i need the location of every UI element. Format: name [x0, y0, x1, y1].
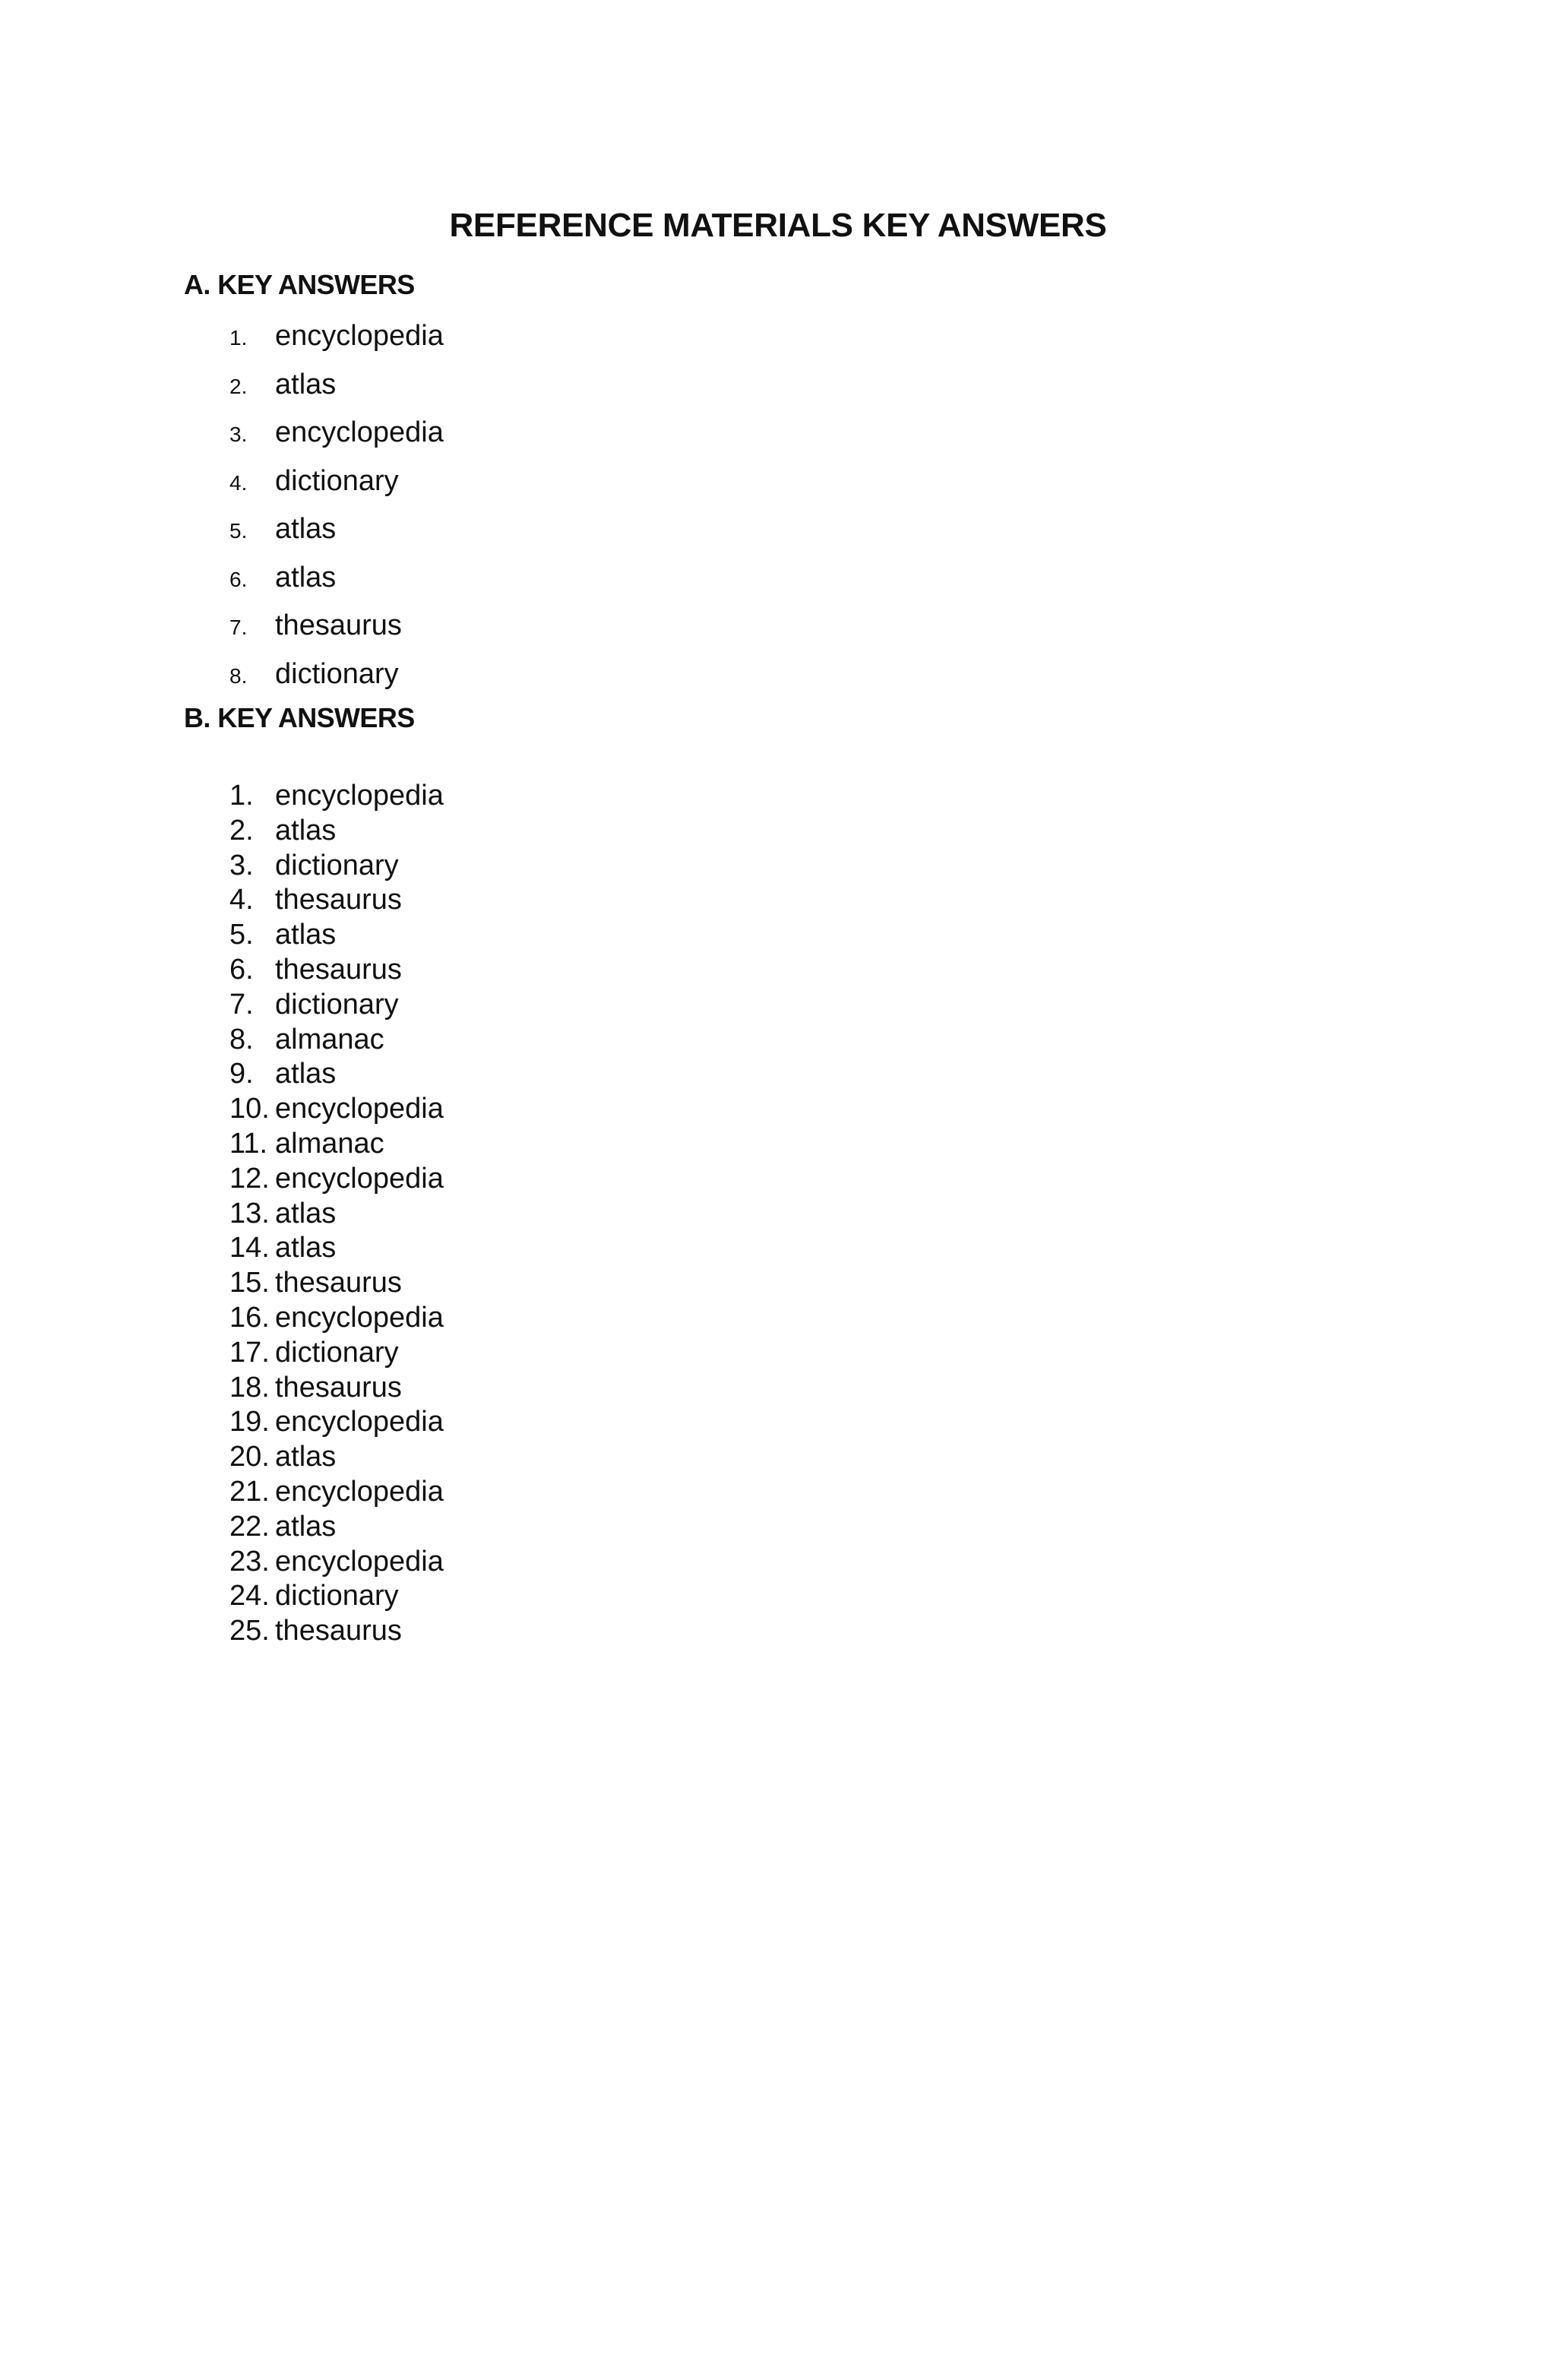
- item-answer: dictionary: [275, 849, 399, 881]
- item-number: 17.: [229, 1336, 270, 1369]
- item-answer: thesaurus: [275, 1267, 402, 1299]
- item-answer: encyclopedia: [275, 320, 444, 352]
- item-answer: thesaurus: [275, 884, 402, 916]
- item-answer: thesaurus: [275, 953, 402, 986]
- item-number: 11.: [229, 1127, 268, 1160]
- item-answer: atlas: [275, 561, 337, 593]
- item-number: 21.: [229, 1475, 270, 1508]
- answer-list-item: [229, 813, 444, 848]
- item-answer: encyclopedia: [275, 1301, 444, 1334]
- item-number: 20.: [229, 1441, 270, 1473]
- answer-list-item: [229, 1230, 444, 1265]
- item-answer: atlas: [275, 1197, 337, 1230]
- item-number: 9.: [229, 1058, 254, 1090]
- answer-list-item: [229, 508, 444, 556]
- section-a-answer-list: [229, 315, 444, 701]
- item-answer: almanac: [275, 1023, 384, 1055]
- item-number: 6.: [229, 567, 248, 591]
- answer-list-item: [229, 1161, 444, 1196]
- item-number: 1.: [229, 780, 254, 812]
- page-title: REFERENCE MATERIALS KEY ANSWERS: [449, 207, 1107, 245]
- answer-list-item: [229, 1439, 444, 1474]
- item-answer: dictionary: [275, 1336, 399, 1369]
- item-answer: encyclopedia: [275, 416, 444, 448]
- item-answer: atlas: [275, 513, 337, 545]
- item-answer: encyclopedia: [275, 1093, 444, 1125]
- item-number: 23.: [229, 1545, 270, 1578]
- answer-list-item: [229, 1126, 444, 1161]
- answer-list-item: [229, 952, 444, 987]
- item-answer: thesaurus: [275, 1371, 402, 1404]
- item-number: 1.: [229, 326, 248, 350]
- item-answer: thesaurus: [275, 609, 402, 641]
- item-answer: encyclopedia: [275, 780, 444, 812]
- answer-list-item: [229, 1335, 444, 1370]
- section-a-heading: A. KEY ANSWERS: [184, 269, 415, 300]
- answer-list-item: [229, 363, 444, 412]
- item-number: 8.: [229, 663, 248, 688]
- item-answer: dictionary: [275, 988, 399, 1021]
- answer-list-item: [229, 1544, 444, 1579]
- item-number: 8.: [229, 1023, 254, 1055]
- answer-list-item: [229, 1300, 444, 1335]
- item-answer: encyclopedia: [275, 1406, 444, 1438]
- answer-list-item: [229, 778, 444, 813]
- answer-list-item: [229, 653, 444, 701]
- item-number: 4.: [229, 470, 248, 495]
- item-number: 18.: [229, 1371, 270, 1404]
- answer-list-item: [229, 1404, 444, 1439]
- item-answer: atlas: [275, 368, 337, 400]
- answer-list-item: [229, 1091, 444, 1126]
- item-answer: encyclopedia: [275, 1162, 444, 1195]
- answer-list-item: [229, 604, 444, 653]
- section-b-heading: B. KEY ANSWERS: [184, 702, 415, 733]
- item-answer: atlas: [275, 919, 337, 951]
- answer-list-item: [229, 1474, 444, 1509]
- item-answer: atlas: [275, 814, 337, 847]
- item-answer: encyclopedia: [275, 1475, 444, 1508]
- item-answer: almanac: [275, 1127, 384, 1160]
- item-number: 15.: [229, 1267, 270, 1299]
- answer-list-item: [229, 1370, 444, 1405]
- item-answer: thesaurus: [275, 1615, 402, 1647]
- answer-list-item: [229, 882, 444, 917]
- item-number: 24.: [229, 1580, 270, 1613]
- item-number: 2.: [229, 374, 248, 398]
- answer-list-item: [229, 917, 444, 952]
- item-number: 5.: [229, 919, 254, 951]
- item-number: 5.: [229, 519, 248, 543]
- item-answer: encyclopedia: [275, 1545, 444, 1578]
- answer-list-item: [229, 315, 444, 363]
- item-answer: atlas: [275, 1510, 337, 1543]
- item-answer: dictionary: [275, 1580, 399, 1613]
- answer-list-item: [229, 411, 444, 460]
- answer-list-item: [229, 987, 444, 1022]
- item-number: 22.: [229, 1510, 270, 1543]
- answer-list-item: [229, 1509, 444, 1544]
- item-number: 12.: [229, 1162, 270, 1195]
- item-number: 7.: [229, 616, 248, 639]
- item-number: 7.: [229, 988, 254, 1021]
- answer-list-item: [229, 1056, 444, 1091]
- item-number: 13.: [229, 1197, 270, 1230]
- answer-list-item: [229, 1578, 444, 1613]
- section-b-answer-list: [229, 778, 444, 1648]
- answer-list-item: [229, 1613, 444, 1648]
- item-number: 2.: [229, 814, 254, 847]
- answer-list-item: [229, 848, 444, 883]
- item-answer: atlas: [275, 1058, 337, 1090]
- answer-list-item: [229, 1265, 444, 1300]
- answer-list-item: [229, 1196, 444, 1231]
- item-number: 10.: [229, 1093, 270, 1125]
- answer-list-item: [229, 556, 444, 605]
- item-answer: dictionary: [275, 464, 399, 497]
- item-answer: atlas: [275, 1441, 337, 1473]
- item-number: 3.: [229, 849, 254, 881]
- item-number: 19.: [229, 1406, 270, 1438]
- answer-list-item: [229, 1022, 444, 1057]
- item-answer: dictionary: [275, 657, 399, 690]
- item-number: 16.: [229, 1301, 270, 1334]
- item-number: 14.: [229, 1232, 270, 1264]
- item-number: 6.: [229, 953, 254, 986]
- answer-list-item: [229, 460, 444, 508]
- item-number: 3.: [229, 423, 248, 446]
- item-answer: atlas: [275, 1232, 337, 1264]
- item-number: 4.: [229, 884, 254, 916]
- item-number: 25.: [229, 1615, 270, 1647]
